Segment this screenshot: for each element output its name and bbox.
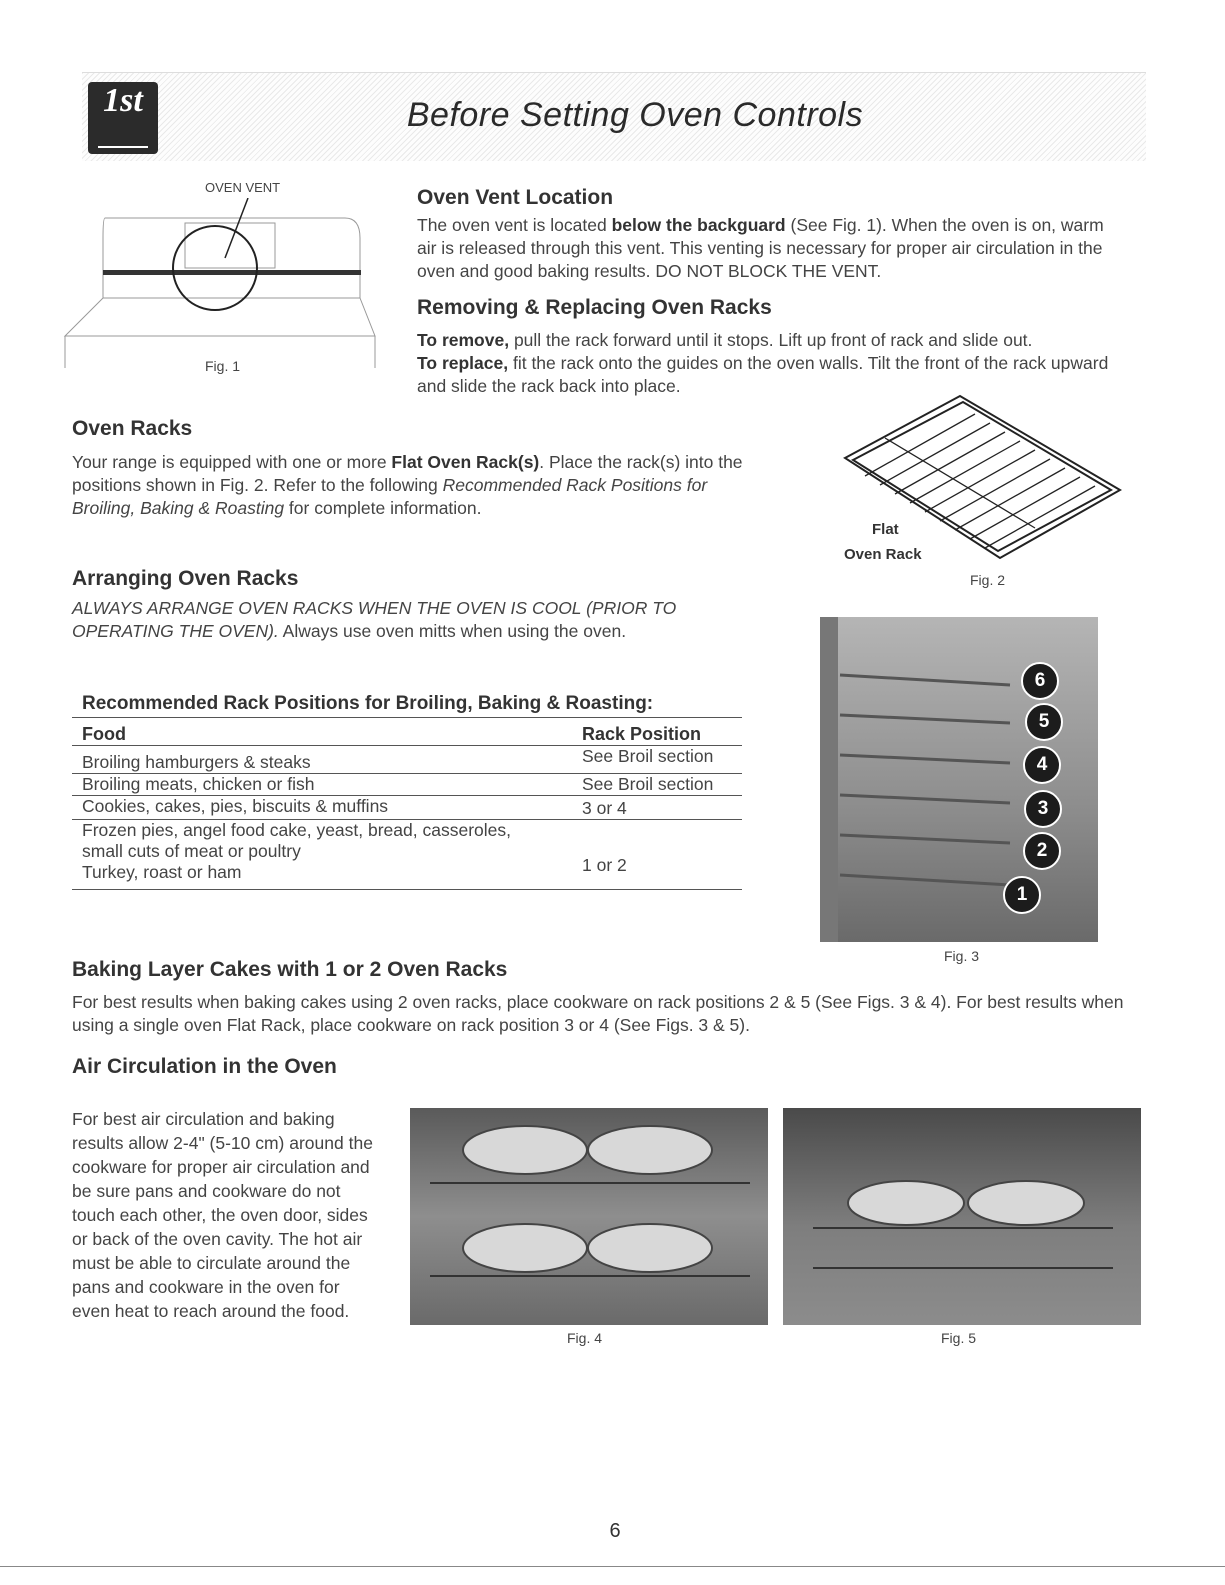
rack-position-4-marker: 4 [1023, 746, 1061, 784]
food-cell: Frozen pies, angel food cake, yeast, bread, casseroles, small cuts of meat or poultry Turkey, roast or ham [72, 820, 572, 890]
column-header-food: Food [72, 724, 572, 746]
rack-position-5-marker: 5 [1025, 703, 1063, 741]
table-row [72, 796, 742, 820]
air-circulation-heading: Air Circulation in the Oven [72, 1055, 337, 1078]
position-cell: See Broil section [572, 746, 742, 774]
arranging-heading: Arranging Oven Racks [72, 567, 299, 590]
table-title: Recommended Rack Positions for Broiling, Baking & Roasting: [72, 693, 742, 718]
fig5-caption: Fig. 5 [941, 1330, 977, 1346]
rack-position-1-marker: 1 [1003, 876, 1041, 914]
rack-position-6-marker: 6 [1021, 662, 1059, 700]
vent-text: The oven vent is located below the backguard (See Fig. 1). When the oven is on, warm air is released through this vent. This venting is necessary for proper air circulation in the oven and good baking results. DO NOT BLOCK THE VENT. [417, 215, 1104, 281]
position-cell: 1 or 2 [572, 820, 742, 890]
fig4-two-rack-photo [410, 1108, 768, 1325]
section-badge-label: 1st [103, 82, 143, 119]
fig2-label-flat: Flat [872, 521, 899, 538]
column-header-rack-position: Rack Position [572, 724, 742, 746]
badge-underline [98, 146, 148, 148]
fig1-caption: Fig. 1 [205, 358, 241, 374]
fig1-illustration [55, 198, 380, 373]
food-cell: Broiling meats, chicken or fish [72, 774, 572, 796]
table-row [72, 820, 742, 890]
fig3-caption: Fig. 3 [944, 948, 980, 964]
fig5-single-rack-photo [783, 1108, 1141, 1325]
removing-text: To remove, pull the rack forward until it stops. Lift up front of rack and slide out. To replace, fit the rack onto the guides on the oven walls. Tilt the front of the rack upward and slide the rack back into place. [417, 330, 1109, 396]
rack-position-2-marker: 2 [1023, 832, 1061, 870]
food-cell: Cookies, cakes, pies, biscuits & muffins [72, 796, 572, 820]
fig2-label-oven-rack: Oven Rack [844, 546, 922, 563]
fig2-caption: Fig. 2 [970, 572, 1006, 588]
racks-heading: Oven Racks [72, 417, 193, 440]
arranging-text: ALWAYS ARRANGE OVEN RACKS WHEN THE OVEN IS COOL (PRIOR TO OPERATING THE OVEN). Always use oven mitts when using the oven. [72, 598, 677, 641]
removing-heading: Removing & Replacing Oven Racks [417, 296, 772, 319]
air-circulation-text: For best air circulation and baking results allow 2-4" (5-10 cm) around the cookware for proper air circulation and be sure pans and cookware do not touch each other, the oven door, sides or back of the oven cavity. The hot air must be able to circulate around the pans and cookware in the oven for even heat to reach around the food. [72, 1109, 373, 1321]
vent-heading: Oven Vent Location [417, 186, 614, 209]
food-cell: Broiling hamburgers & steaks [72, 746, 572, 774]
page-number: 6 [609, 1520, 621, 1542]
bottom-rule [0, 1566, 1225, 1567]
rack-position-3-marker: 3 [1024, 790, 1062, 828]
position-cell: 3 or 4 [572, 796, 742, 820]
position-cell: See Broil section [572, 774, 742, 796]
racks-text: Your range is equipped with one or more Flat Oven Rack(s). Place the rack(s) into the positions shown in Fig. 2. Refer to the following Recommended Rack Positions for Broiling, Baking & Roasting for complete information. [72, 452, 743, 518]
table-row [72, 746, 742, 774]
page-title: Before Setting Oven Controls [406, 96, 864, 134]
layer-cakes-heading: Baking Layer Cakes with 1 or 2 Oven Racks [72, 958, 508, 981]
fig3-oven-interior-photo [820, 617, 1098, 942]
rack-position-table [72, 724, 742, 890]
fig1-callout: OVEN VENT [205, 180, 281, 195]
fig4-caption: Fig. 4 [567, 1330, 603, 1346]
table-row [72, 774, 742, 796]
table-header-row [72, 724, 742, 746]
layer-cakes-text: For best results when baking cakes using 2 oven racks, place cookware on rack positions 2 & 5 (See Figs. 3 & 4). For best results when using a single oven Flat Rack, place cookware on rack position 3 or 4 (See Figs. 3 & 5). [72, 992, 1124, 1035]
